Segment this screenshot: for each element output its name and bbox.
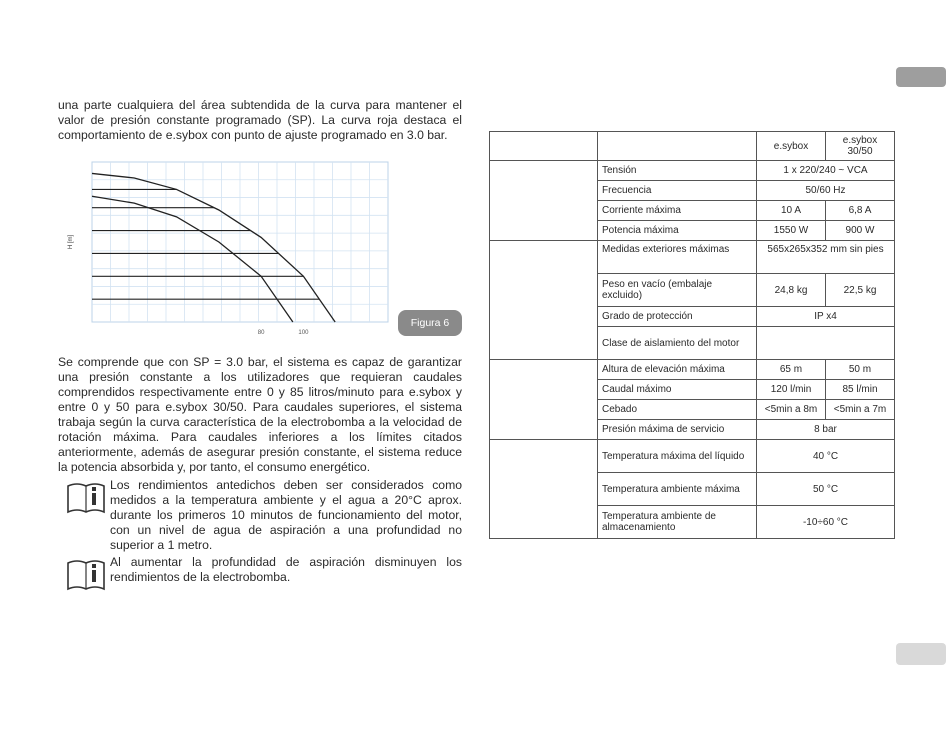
explanation-paragraph: Se comprende que con SP = 3.0 bar, el sistema es capaz de garantizar una presión constante a los utilizadores que requieran caudales comprendidos respectivamente entre 0 y 85 litros/minuto para e.sybox y entre 0 y 50 para e.sybox 30/50. Para caudales superiores, el sistema trabaja según la curva característica de la electrobomba a la velocidad de rotación máxima. Para caudales inferiores a los límites citados anteriormente, además de asegurar presión constante, el sistema reduce la potencia absorbida y, por tanto, el consumo energético. (58, 355, 462, 474)
row-value: 85 l/min (826, 380, 895, 400)
y-axis-label: H [m] (68, 234, 74, 250)
row-value: 8 bar (757, 420, 895, 440)
row-value: 1550 W (757, 221, 826, 241)
table-row (490, 360, 895, 380)
side-tab-bottom (896, 643, 946, 665)
x-tick-label: 80 (257, 330, 265, 336)
intro-paragraph: una parte cualquiera del área subtendida de la curva para mantener el valor de presión constante programado (SP). La curva roja destaca el comportamiento de e.sybox con punto de ajuste programado en 3.0 bar. (58, 98, 462, 142)
header-esybox: e.sybox (757, 132, 826, 161)
row-value (757, 327, 895, 360)
row-value: 120 l/min (757, 380, 826, 400)
table-cell (490, 132, 598, 161)
table-row (490, 440, 895, 473)
row-value: 40 °C (757, 440, 895, 473)
row-value: 65 m (757, 360, 826, 380)
row-value: 10 A (757, 201, 826, 221)
row-value: 565x265x352 mm sin pies (757, 241, 895, 274)
row-label: Peso en vacío (embalaje excluido) (598, 274, 757, 307)
row-label: Temperatura máxima del líquido (598, 440, 757, 473)
section-operating-conditions (490, 440, 598, 539)
row-label: Potencia máxima (598, 221, 757, 241)
row-label: Frecuencia (598, 181, 757, 201)
info-book-icon (66, 557, 106, 591)
row-value: 6,8 A (826, 201, 895, 221)
row-value: IP x4 (757, 307, 895, 327)
side-tab-top (896, 67, 946, 87)
table-row (490, 161, 895, 181)
pump-curve-chart (58, 156, 398, 342)
row-label: Temperatura ambiente de almacenamiento (598, 506, 757, 539)
note-text: Los rendimientos antedichos deben ser considerados como medidos a la temperatura ambiente y el agua a 20°C aprox. durante los primeros 10 minutos de funcionamiento del motor, con un nivel de agua de aspiración a una profundidad no superior a 1 metro. (110, 478, 462, 552)
section-hydraulic (490, 360, 598, 440)
header-esybox-3050: e.sybox 30/50 (826, 132, 895, 161)
row-label: Clase de aislamiento del motor (598, 327, 757, 360)
table-cell (598, 132, 757, 161)
section-electrical (490, 161, 598, 241)
row-value: -10÷60 °C (757, 506, 895, 539)
chart-svg (58, 156, 398, 342)
note-suction-depth (66, 555, 462, 585)
row-value: 50 m (826, 360, 895, 380)
row-value: 50 °C (757, 473, 895, 506)
row-label: Altura de elevación máxima (598, 360, 757, 380)
section-construction (490, 241, 598, 360)
info-book-icon (66, 480, 106, 514)
row-label: Temperatura ambiente máxima (598, 473, 757, 506)
row-value: <5min a 8m (757, 400, 826, 420)
row-value: 22,5 kg (826, 274, 895, 307)
row-label: Cebado (598, 400, 757, 420)
row-label: Corriente máxima (598, 201, 757, 221)
row-value: <5min a 7m (826, 400, 895, 420)
row-label: Presión máxima de servicio (598, 420, 757, 440)
note-measurement (66, 478, 462, 553)
table-row (490, 241, 895, 274)
specifications-table (489, 131, 895, 539)
row-value: 1 x 220/240 ~ VCA (757, 161, 895, 181)
row-value: 24,8 kg (757, 274, 826, 307)
figure-label: Figura 6 (398, 310, 462, 336)
x-tick-label: 100 (298, 330, 309, 336)
row-value: 50/60 Hz (757, 181, 895, 201)
row-label: Caudal máximo (598, 380, 757, 400)
row-value: 900 W (826, 221, 895, 241)
row-label: Tensión (598, 161, 757, 181)
row-label: Grado de protección (598, 307, 757, 327)
table-header-row (490, 132, 895, 161)
note-text: Al aumentar la profundidad de aspiración disminuyen los rendimientos de la electrobomba. (110, 555, 462, 584)
row-label: Medidas exteriores máximas (598, 241, 757, 274)
